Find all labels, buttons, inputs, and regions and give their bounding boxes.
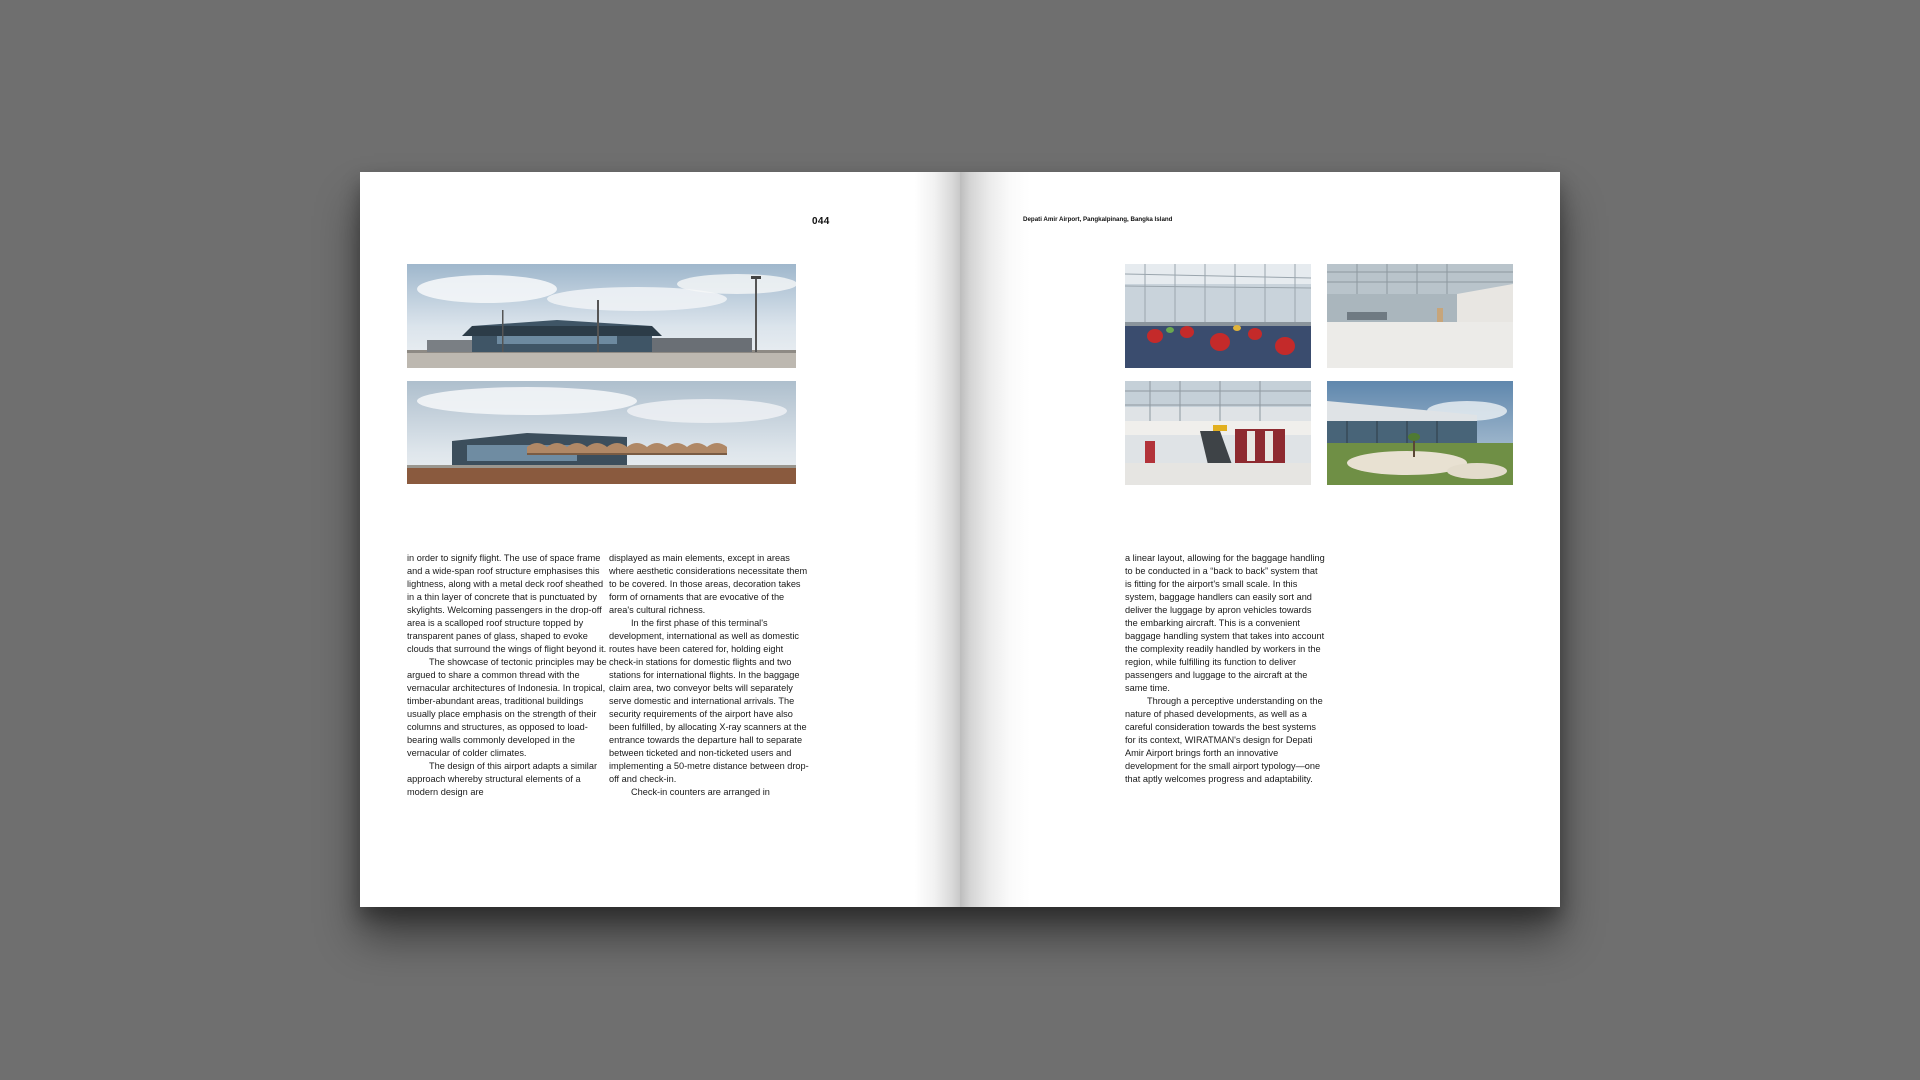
paragraph: Check-in counters are arranged in <box>631 787 770 797</box>
paragraph: The showcase of tectonic principles may be argued to share a common thread with the vernacular architectures of Indonesia. In tropical, timber-abundant areas, traditional buildings usually place emphasis on the strength of their columns and structures, as opposed to load-bearing walls commonly developed in the vernacular of colder climates. <box>407 657 607 758</box>
paragraph: Through a perceptive understanding on the nature of phased developments, as well as a careful consideration towards the best systems for its context, WIRATMAN's design for Depati Amir Airport brings forth an innovative development for the small airport typology—one that aptly welcomes progress and adaptability. <box>1125 696 1323 784</box>
photo-departure-hall <box>1327 264 1513 368</box>
paragraph: The design of this airport adapts a similar approach whereby structural elements of a modern design are <box>407 761 598 797</box>
text-column-3 <box>1125 552 1325 786</box>
running-header: Depati Amir Airport, Pangkalpinang, Bangka Island <box>1023 216 1173 223</box>
photo-lounge-red-chairs <box>1125 264 1311 368</box>
text-column-1 <box>407 552 607 799</box>
page-number: 044 <box>812 216 830 227</box>
left-page <box>360 172 960 907</box>
paragraph: in order to signify flight. The use of space frame and a wide-span roof structure emphasises this lightness, along with a metal deck roof sheathed in a thin layer of concrete that is punctuated by skylights. Welcoming passengers in the drop-off area is a scalloped roof structure topped by transparent panes of glass, shaped to evoke clouds that surround the wings of flight beyond it. <box>407 553 607 654</box>
right-page <box>960 172 1560 907</box>
photo-terminal-exterior-wide <box>407 264 796 368</box>
photo-escalator-hall <box>1125 381 1311 485</box>
paragraph: a linear layout, allowing for the baggage handling to be conducted in a “back to back” system that is fitting for the airport's small scale. In this system, baggage handlers can easily sort and deliver the luggage by apron vehicles towards the embarking aircraft. This is a convenient baggage handling system that takes into account the complexity readily handled by workers in the region, while fulfilling its function to deliver passengers and luggage to the aircraft at the same time. <box>1125 553 1325 693</box>
paragraph: displayed as main elements, except in areas where aesthetic considerations necessitate them to be covered. In those areas, decoration takes form of ornaments that are evocative of the area's cultural richness. <box>609 553 808 615</box>
paragraph: In the first phase of this terminal's development, international as well as domestic routes have been catered for, holding eight check-in stations for domestic flights and two stations for international flights. In the baggage claim area, two conveyor belts will separately serve domestic and international arrivals. The security requirements of the airport have also been fulfilled, by allocating X-ray scanners at the entrance towards the departure hall to separate between ticketed and non-ticketed users and implementing a 50-metre distance between drop-off and check-in. <box>609 618 809 784</box>
text-column-2 <box>609 552 809 799</box>
photo-courtyard-exterior <box>1327 381 1513 485</box>
book-spread <box>360 172 1560 907</box>
photo-scalloped-roof <box>407 381 796 484</box>
